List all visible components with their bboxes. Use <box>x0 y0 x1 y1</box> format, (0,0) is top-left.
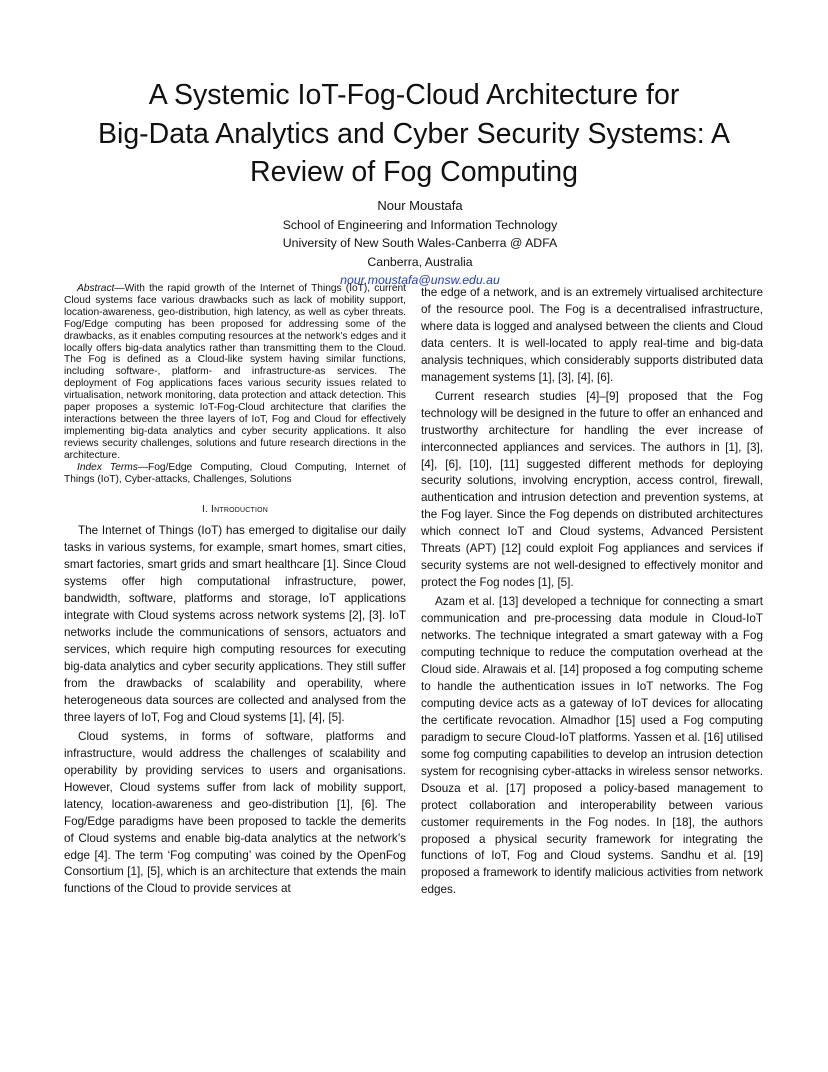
index-terms-lead: Index Terms <box>77 461 138 473</box>
abstract <box>64 283 406 462</box>
title-line-3: Review of Fog Computing <box>250 156 578 188</box>
section-heading: I. Introduction <box>201 504 269 516</box>
paragraph: Azam et al. [13] developed a technique for connecting a smart communication and pre-processing data module in Cloud-IoT networks. The technique integrated a smart gateway with a Fog computing technique to reduce the computation overhead at the Cloud side. Alrawais et al. [14] proposed a fog computing scheme to handle the authentication issues in IoT networks. The Fog computing device acts as a gateway of IoT devices for allocating the certificate revocation. Almadhor [15] used a Fog computing paradigm to secure Cloud-IoT platforms. Yassen et al. [16] utilised some fog computing capabilities to develop an intrusion detection system for recognising cyber-attacks in wireless sensor networks. Dsouza et al. [17] proposed a policy-based management to protect collaboration and interoperability between various customer requirements in the Fog nodes. In [18], the authors proposed a physical security framework for integrating the functions of IoT, Fog and Cloud systems. Sandhu et al. [19] proposed a framework to identify malicious activities from network edges. <box>421 595 763 897</box>
paragraph: Current research studies [4]–[9] proposed that the Fog technology will be designed in the future to offer an enhanced and trustworthy architecture for handling the ever increase of interconnected appliances and services. The authors in [1], [3], [4], [6], [10], [11] suggested different methods for deploying security solutions, involving encryption, access control, firewall, authentication and intrusion detection and prevention systems, at the Fog layer. Since the Fog depends on distributed architectures which connect IoT and Cloud systems, Advanced Persistent Threats (APT) [12] could exploit Fog appliances and services if security systems are not well-designed to effectively monitor and protect the Fog nodes [1], [5]. <box>421 389 763 590</box>
title-line-1: A Systemic IoT-Fog-Cloud Architecture for <box>148 79 680 111</box>
abstract-lead: Abstract <box>77 283 115 294</box>
author-school: School of Engineering and Information Technology <box>282 217 558 232</box>
title-line-2: Big-Data Analytics and Cyber Security Systems: A <box>97 117 730 150</box>
index-terms <box>64 462 406 486</box>
left-column <box>64 283 406 898</box>
author-location: Canberra, Australia <box>367 254 473 269</box>
paragraph: The Internet of Things (IoT) has emerged to digitalise our daily tasks in various systems, for example, smart homes, smart cities, smart factories, smart grids and smart healthcare [1]. Since Cloud systems offer high computational infrastructure, power, bandwidth, software, platforms and storage, IoT applications integrate with Cloud systems across network systems [2], [3]. IoT networks include the communications of sensors, actuators and services, which require high computing resources for executing big-data analytics and cyber security applications. They still suffer from the drawbacks of scalability and operability, where heterogeneous data sources are collected and analysed from the three layers of IoT, Fog and Cloud systems [1], [4], [5]. <box>64 524 406 724</box>
author-email[interactable]: nour.moustafa@unsw.edu.au <box>340 273 500 287</box>
author-university: University of New South Wales-Canberra @ ADFA <box>282 236 558 250</box>
abstract-text: —With the rapid growth of the Internet of Things (IoT), current Cloud systems face various drawbacks such as lack of mobility support, location-awareness, geo-distribution, high latency, as well as cyber threats. Fog/Edge computing has been proposed for addressing some of the drawbacks, as it enables computing resources at the network’s edges and it locally offers big-data analytics rather than transmitting them to the Cloud. The Fog is defined as a Cloud-like system having similar functions, including software-, platform- and infrastructure-as services. The deployment of Fog applications faces various security issues related to virtualisation, network monitoring, data protection and attack detection. This paper proposes a systemic IoT-Fog-Cloud architecture that clarifies the interactions between the three layers of IoT, Fog and Cloud for effectively implementing big-data analytics and cyber security applications. It also reviews security challenges, solutions and future research directions in the architecture. <box>64 283 406 461</box>
paragraph: the edge of a network, and is an extremely virtualised architecture of the resource pool. The Fog is a decentralised infrastructure, where data is logged and analysed between the clients and Cloud data centers. It is well-located to apply real-time and big-data analysis techniques, which considerably supports distributed data management systems [1], [3], [4], [6]. <box>421 286 763 384</box>
paper-title <box>64 76 764 192</box>
paragraph: Cloud systems, in forms of software, platforms and infrastructure, would address the challenges of scalability and operability by providing services to users and organisations. However, Cloud systems suffer from lack of mobility support, latency, location-awareness and geo-distribution [1], [6]. The Fog/Edge paradigms have been proposed to tackle the demerits of Cloud systems and enable big-data analytics at the network’s edge [4]. The term ‘Fog computing’ was coined by the OpenFog Consortium [1], [5], which is an architecture that extends the main functions of the Cloud to provide services at <box>64 729 406 896</box>
index-terms-text: —Fog/Edge Computing, Cloud Computing, Internet of Things (IoT), Cyber-attacks, Challenges, Solutions <box>64 461 406 485</box>
right-column <box>421 285 763 899</box>
author-name: Nour Moustafa <box>377 198 463 213</box>
author-block <box>120 197 720 290</box>
